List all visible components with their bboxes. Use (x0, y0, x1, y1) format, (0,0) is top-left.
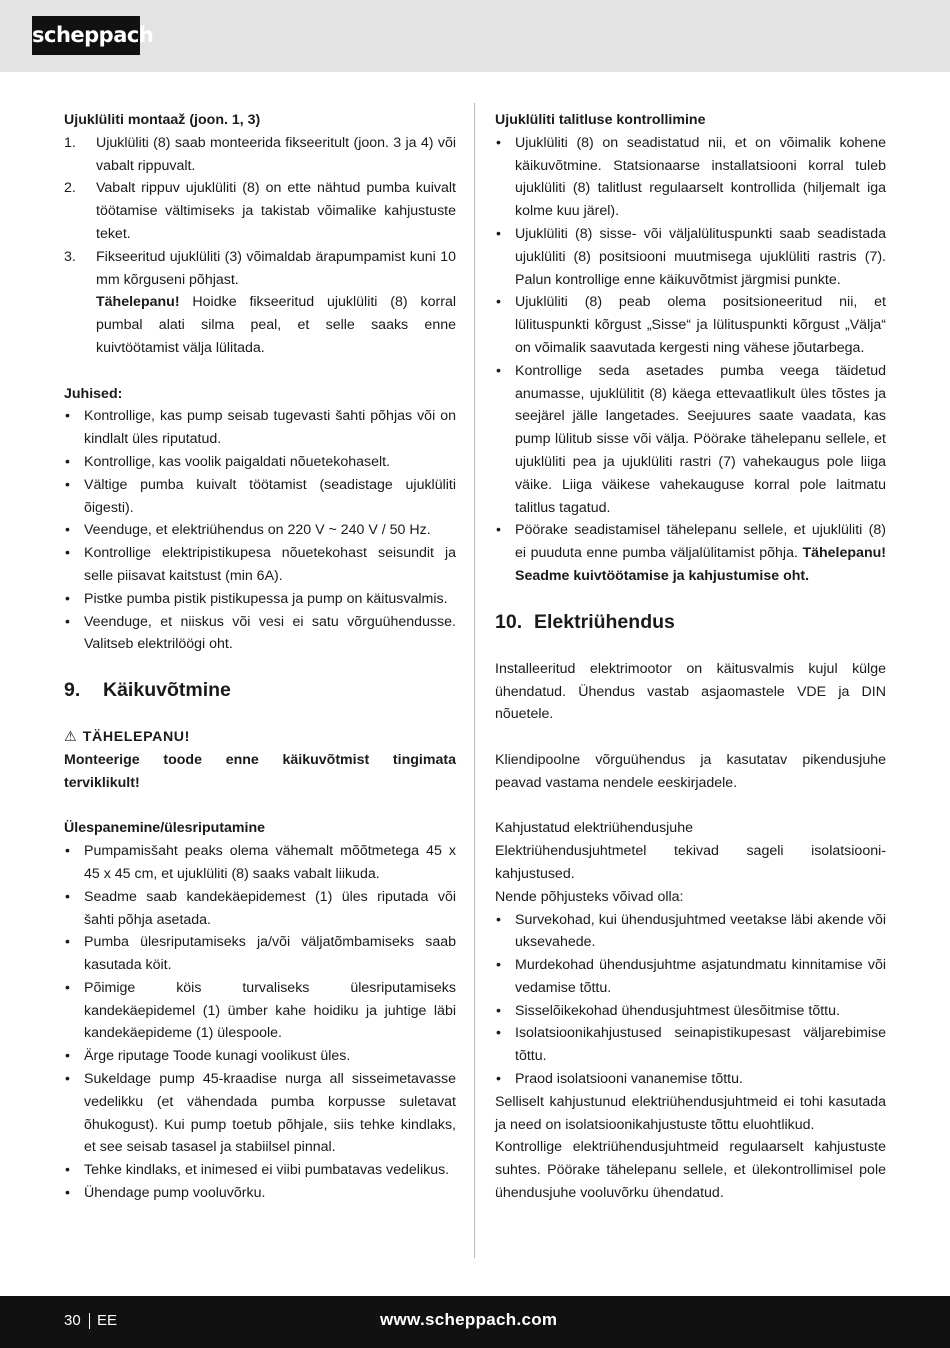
list-item: • Sisselõikekohad ühendusjuhtmest ülesõitmise tõttu. (495, 1000, 886, 1023)
switch-check-heading: Ujuklüliti talitluse kontrollimine (495, 112, 706, 128)
warning-triangle-icon: ⚠ (64, 729, 77, 746)
footer-bar (0, 1296, 950, 1348)
list-item: • Ujuklüliti (8) sisse- või väljalülituspunkti saab seadistada ujuklüliti (8) positsiooni muutmisega ujuklüliti rastris (7). Palun kontrollige enne käikuvõtmist järgmisi punkte. (495, 223, 886, 291)
list-item: • Ärge riputage Toode kunagi voolikust üles. (64, 1045, 456, 1068)
switch-mount-heading: Ujuklüliti montaaž (joon. 1, 3) (64, 112, 261, 128)
list-item: • Kontrollige, kas voolik paigaldati nõuetekohaselt. (64, 451, 456, 474)
instructions-heading: Juhised: (64, 385, 123, 402)
list-item: 1. Ujuklüliti (8) saab monteerida fikseeritult (joon. 3 ja 4) või vabalt rippuvalt. (64, 134, 456, 174)
list-item: • Ujuklüliti (8) on seadistatud nii, et on võimalik kohene käikuvõtmine. Statsionaarse installatsiooni korral tuleb ujuklüliti (8) talitlust regulaarselt kontrollida (hiljemalt iga kolme kuu järel). (495, 132, 886, 223)
paragraph: Elektriühendusjuhtmetel tekivad sageli isolatsioonikahjustused. (495, 843, 886, 882)
column-divider (474, 103, 475, 1258)
switch-check-list (495, 132, 886, 588)
list-item: • Pumpamisšaht peaks olema vähemalt mõõtmetega 45 x 45 x 45 cm, et ujuklüliti (8) saaks vabalt liikuda. (64, 840, 456, 886)
section-10-heading: 10. Elektriühendus (495, 610, 675, 633)
list-item: • Ujuklüliti (8) peab olema positsioneeritud nii, et lülituspunkti kõrgust „Sisse“ ja lülituspunkti kõrgust „Välja“ on võimalik saavutada kergesti ning vähese jõutarbega. (495, 291, 886, 359)
right-column (495, 109, 886, 1205)
list-item: • Seadme saab kandekäepidemest (1) üles riputada või šahti põhja asetada. (64, 886, 456, 932)
left-column (64, 109, 456, 1205)
warning-text: Monteerige toode enne käikuvõtmist tingimata terviklikult! (64, 751, 456, 791)
setup-heading: Ülespanemine/ülesriputamine (64, 820, 266, 837)
list-item: • Praod isolatsiooni vananemise tõttu. (495, 1068, 886, 1091)
list-item: • Veenduge, et elektriühendus on 220 V ~ 240 V / 50 Hz. (64, 519, 456, 542)
list-item: • Sukeldage pump 45-kraadise nurga all sisseimetavasse vedelikku (et vähendada pumba korpusse suletavat õhukogust). Kui pump toetub põhjale, siis tehke kindlaks, et see seisab tasasel ja stabiilsel pinnal. (64, 1068, 456, 1159)
website-link[interactable]: www.scheppach.com (380, 1310, 558, 1329)
list-item: • Survekohad, kui ühendusjuhtmed veetakse läbi akende või uksevahede. (495, 909, 886, 955)
instructions-list (64, 405, 456, 656)
header-band (0, 0, 950, 72)
list-item: • Isolatsioonikahjustused seinapistikupesast väljarebimise tõttu. (495, 1022, 886, 1068)
page-number: 30 (64, 1312, 81, 1329)
language-code: EE (97, 1312, 118, 1329)
warning-title: ⚠ TÄHELEPANU! (64, 726, 456, 749)
list-item: 2. Vabalt rippuv ujuklüliti (8) on ette nähtud pumba kuivalt töötamise vältimiseks ja takistab võimalike kahjustuste teket. (64, 180, 456, 242)
paragraph: Installeeritud elektrimootor on käitusvalmis kujul külge ühendatud. Ühendus vastab asjaomastele VDE ja DIN nõuetele. (495, 660, 886, 723)
list-item: • Pumba ülesriputamiseks ja/või väljatõmbamiseks saab kasutada köit. (64, 931, 456, 977)
list-item: • Põimige köis turvaliseks ülesriputamiseks kandekäepidemel (1) ümber kahe hoidiku ja juhtige läbi kandekäepideme (1) ülespoole. (64, 977, 456, 1045)
footer-separator (89, 1313, 90, 1329)
switch-mount-note: Tähelepanu! Hoidke fikseeritud ujuklüliti (8) korral pumbal alati silma peal, et selle saaks enne kuivtöötamist välja lülitada. (96, 294, 456, 356)
damaged-cable-subheading: Kahjustatud elektriühendusjuhe (495, 820, 693, 837)
brand-logo: scheppach (32, 16, 140, 55)
paragraph: Kliendipoolne võrguühendus ja kasutatav pikendusjuhe peavad vastama nendele eeskirjadele. (495, 751, 886, 791)
list-item: • Tehke kindlaks, et inimesed ei viibi pumbatavas vedelikus. (64, 1159, 456, 1182)
paragraph: Kontrollige elektriühendusjuhtmeid regulaarselt kahjustuste suhtes. Pöörake tähelepanu sellele, et ülekontrollimisel pole ühendusjuhe vooluvõrku ühendatud. (495, 1139, 886, 1202)
list-item: • Pistke pumba pistik pistikupessa ja pump on käitusvalmis. (64, 588, 456, 611)
list-item: • Ühendage pump vooluvõrku. (64, 1182, 456, 1205)
list-item: • Kontrollige elektripistikupesa nõuetekohast seisundit ja selle piisavat kaitstust (min 6A). (64, 542, 456, 588)
switch-mount-list (64, 132, 456, 292)
list-item: • Kontrollige, kas pump seisab tugevasti šahti põhjas või on kindlalt üles riputatud. (64, 405, 456, 451)
paragraph: Nende põhjusteks võivad olla: (495, 888, 684, 905)
list-item: • Kontrollige seda asetades pumba veega täidetud anumasse, ujuklülitit (8) käega ettevaatlikult üles tõstes ja seejärel jälle langetades. Seejuures saate vaadata, kas pump lülitub sisse või välja. Pöörake tähelepanu sellele, et ujuklüliti pea ja ujuklüliti rastri (7) vahekaugus pole liiga väike. Liiga väikese vahekauguse korral pole laitmatu talitlus tagatud. (495, 360, 886, 520)
list-item: • Vältige pumba kuivalt töötamist (seadistage ujuklüliti õigesti). (64, 474, 456, 520)
list-item: 3. Fikseeritud ujuklüliti (3) võimaldab ärapumpamist kuni 10 mm kõrguseni põhjast. (64, 248, 456, 288)
list-item: • Pöörake seadistamisel tähelepanu sellele, et ujuklüliti (8) ei puuduta enne pumba väljalülitamist põhja. Tähelepanu! Seadme kuivtöötamise ja kahjustumise oht. (495, 519, 886, 587)
damage-causes-list (495, 909, 886, 1091)
setup-list (64, 840, 456, 1205)
list-item: • Murdekohad ühendusjuhtme asjatundmatu kinnitamise või vedamise tõttu. (495, 954, 886, 1000)
section-9-heading: 9. Käikuvõtmine (64, 679, 231, 702)
paragraph: Selliselt kahjustunud elektriühendusjuhtmeid ei tohi kasutada ja need on isolatsioonikahjustuste tõttu eluohtlikud. (495, 1093, 886, 1133)
list-item: • Veenduge, et niiskus või vesi ei satu võrguühendusse. Valitseb elektrilöögi oht. (64, 611, 456, 657)
